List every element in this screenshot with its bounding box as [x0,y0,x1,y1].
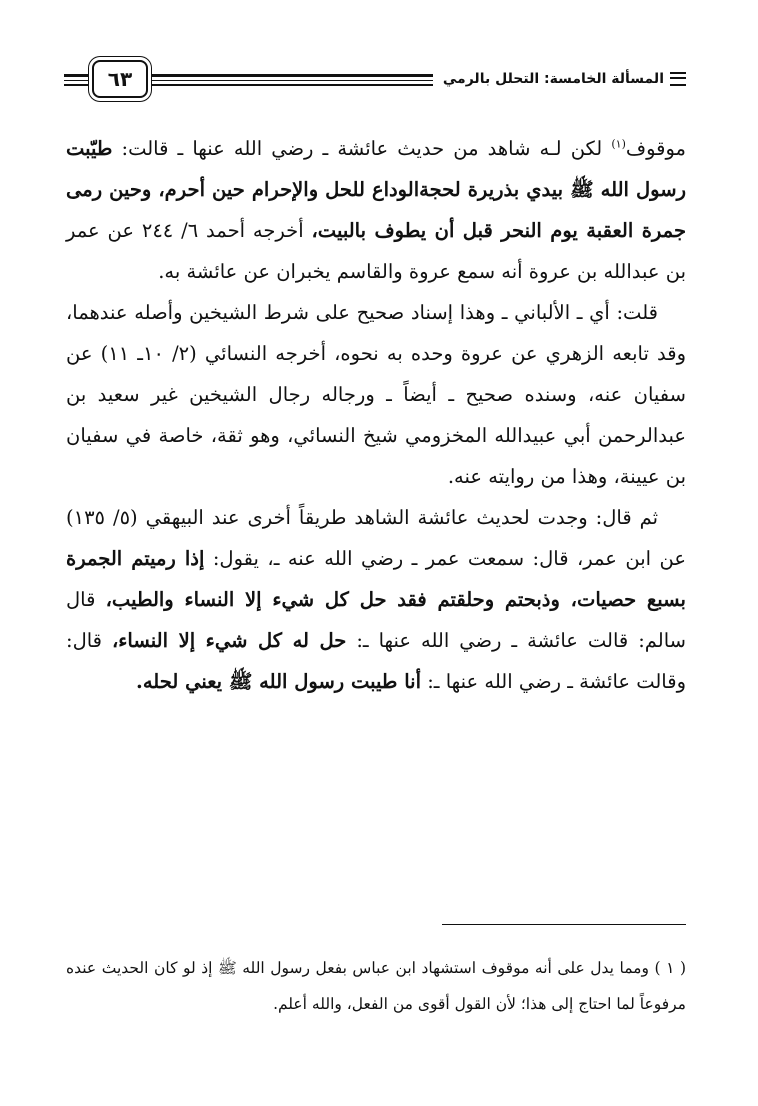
hadith-quote: أنا طيبت رسول الله ﷺ يعني لحله. [136,670,422,693]
paragraph-3: ثم قال: وجدت لحديث عائشة الشاهد طريقاً أخرى عند البيهقي (٥/ ١٣٥) عن ابن عمر، قال: سمعت عمر ـ رضي الله عنه ـ، يقول: إذا رميتم الجمرة بسبع حصيات، وذبحتم وحلقتم فقد حل كل شيء إلا النساء والطيب، قال سالم: قالت عائشة ـ رضي الله عنها ـ: حل له كل شيء إلا النساء، قال: وقالت عائشة ـ رضي الله عنها ـ: أنا طيبت رسول الله ﷺ يعني لحله. [66,506,686,693]
header-bars-icon [670,72,686,86]
hadith-quote: إذا رميتم الجمرة بسبع حصيات، وذبحتم وحلقتم فقد حل كل شيء إلا النساء والطيب، [66,547,686,611]
hadith-quote: حل له كل شيء إلا النساء، [111,629,347,652]
hadith-quote: طيّبت رسول الله ﷺ بيدي بذريرة لحجةالوداع للحل والإحرام حين أحرم، وحين رمى جمرة العقبة يوم النحر قبل أن يطوف بالبيت، [66,137,686,242]
page-number: ٦٣ [92,60,148,98]
footnote-text: ( ١ ) ومما يدل على أنه موقوف استشهاد ابن عباس بفعل رسول الله ﷺ إذ لو كان الحديث عنده مرفوعاً لما احتاج إلى هذا؛ لأن القول أقوى من الفعل، والله أعلم. [66,959,686,1013]
paragraph-2: قلت: أي ـ الألباني ـ وهذا إسناد صحيح على شرط الشيخين وأصله عندهما، وقد تابعه الزهري عن عروة وحده به نحوه، أخرجه النسائي (٢/ ١٠ـ ١١) عن سفيان عنه، وسنده صحيح ـ أيضاً ـ ورجاله رجال الشيخين غير سعيد بن عبدالرحمن أبي عبيدالله المخزومي شيخ النسائي، وهو ثقة، خاصة في سفيان بن عيينة، وهذا من روايته عنه. [66,301,686,488]
running-title [433,68,686,90]
footnote-marker[interactable]: (١) [611,137,626,151]
running-title-text: المسألة الخامسة: التحلل بالرمي [442,71,664,87]
footnote-separator [442,924,686,925]
main-text [66,128,686,702]
footnote [66,950,686,1022]
page-header [64,60,686,100]
paragraph-1: موقوف$^{(١)}$ لكن لـه شاهد من حديث عائشة ـ رضي الله عنها ـ قالت: طيّبت رسول الله ﷺ بيدي بذريرة لحجةالوداع للحل والإحرام حين أحرم، وحين رمى جمرة العقبة يوم النحر قبل أن يطوف بالبيت، أخرجه أحمد ٦/ ٢٤٤ عن عمر بن عبدالله بن عروة أنه سمع عروة والقاسم يخبران عن عائشة به. [66,137,686,283]
